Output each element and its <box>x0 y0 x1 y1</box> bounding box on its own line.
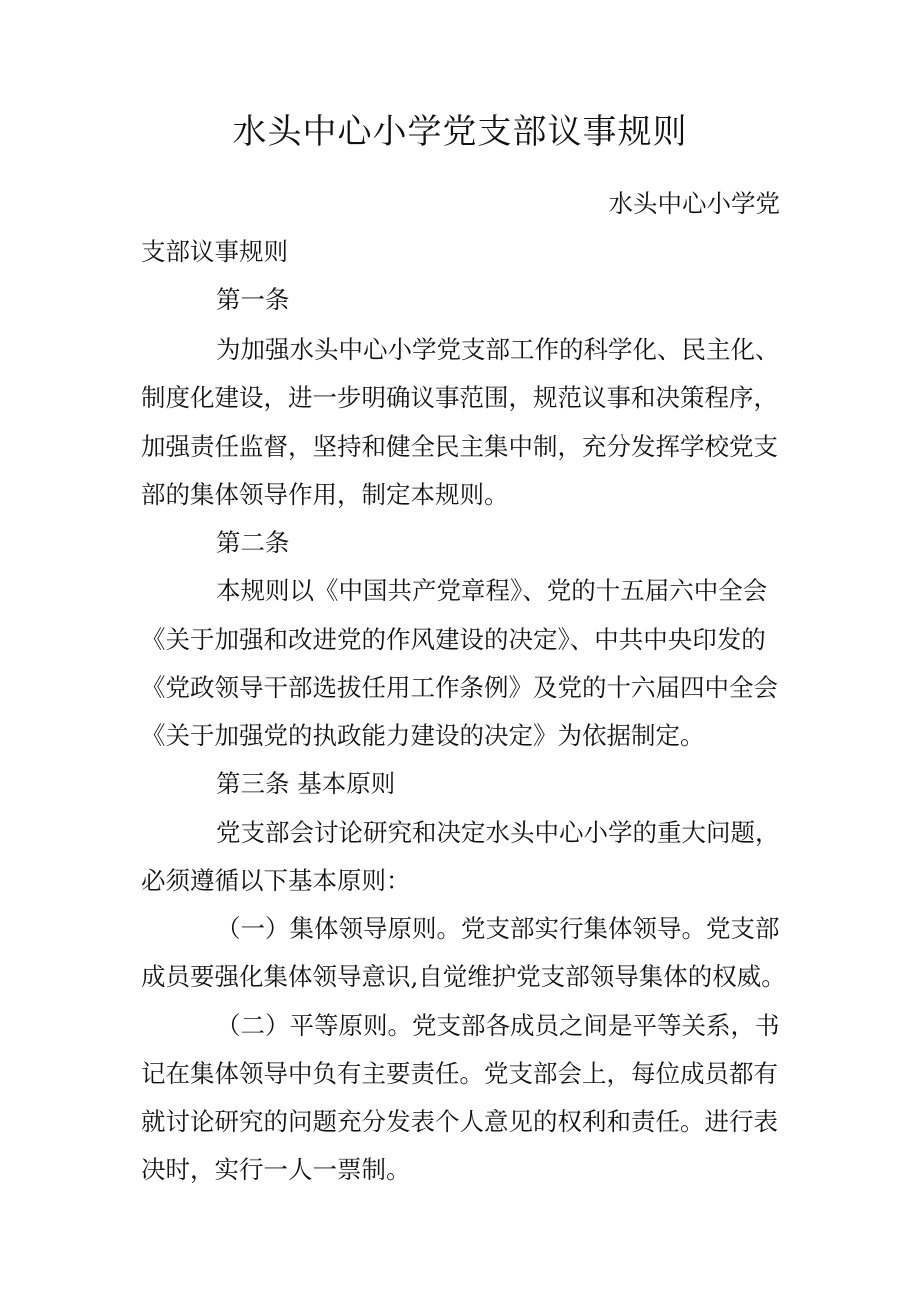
principle-1-line-1: （一）集体领导原则。党支部实行集体领导。党支部 <box>216 914 780 943</box>
article-1-line-3: 加强责任监督，坚持和健全民主集中制，充分发挥学校党支 <box>141 432 778 461</box>
article-1-heading: 第一条 <box>216 285 290 314</box>
principle-1-line-2: 成员要强化集体领导意识,自觉维护党支部领导集体的权威。 <box>141 962 786 991</box>
article-1-line-4: 部的集体领导作用，制定本规则。 <box>141 480 509 509</box>
subtitle-line-2: 支部议事规则 <box>141 237 288 266</box>
article-1-line-1: 为加强水头中心小学党支部工作的科学化、民主化、 <box>216 335 780 364</box>
principle-2-line-2: 记在集体领导中负有主要责任。党支部会上，每位成员都有 <box>141 1059 778 1088</box>
article-3-line-2: 必须遵循以下基本原则： <box>141 866 411 895</box>
article-1-line-2: 制度化建设，进一步明确议事范围，规范议事和决策程序， <box>141 383 778 412</box>
article-3-line-1: 党支部会讨论研究和决定水头中心小学的重大问题， <box>216 818 780 847</box>
article-2-line-2: 《关于加强和改进党的作风建设的决定》、中共中央印发的 <box>141 625 766 654</box>
principle-2-line-4: 决时，实行一人一票制。 <box>141 1155 411 1184</box>
article-2-line-4: 《关于加强党的执政能力建设的决定》为依据制定。 <box>141 721 705 750</box>
article-2-line-1: 本规则以《中国共产党章程》、党的十五届六中全会 <box>216 576 768 605</box>
principle-2-line-1: （二）平等原则。党支部各成员之间是平等关系，书 <box>216 1011 780 1040</box>
article-2-line-3: 《党政领导干部选拔任用工作条例》及党的十六届四中全会 <box>141 673 778 702</box>
article-3-heading: 第三条 基本原则 <box>216 769 396 798</box>
principle-2-line-3: 就讨论研究的问题充分发表个人意见的权利和责任。进行表 <box>141 1107 778 1136</box>
subtitle-line-1: 水头中心小学党 <box>608 189 780 218</box>
article-2-heading: 第二条 <box>216 528 290 557</box>
document-title: 水头中心小学党支部议事规则 <box>232 112 688 152</box>
